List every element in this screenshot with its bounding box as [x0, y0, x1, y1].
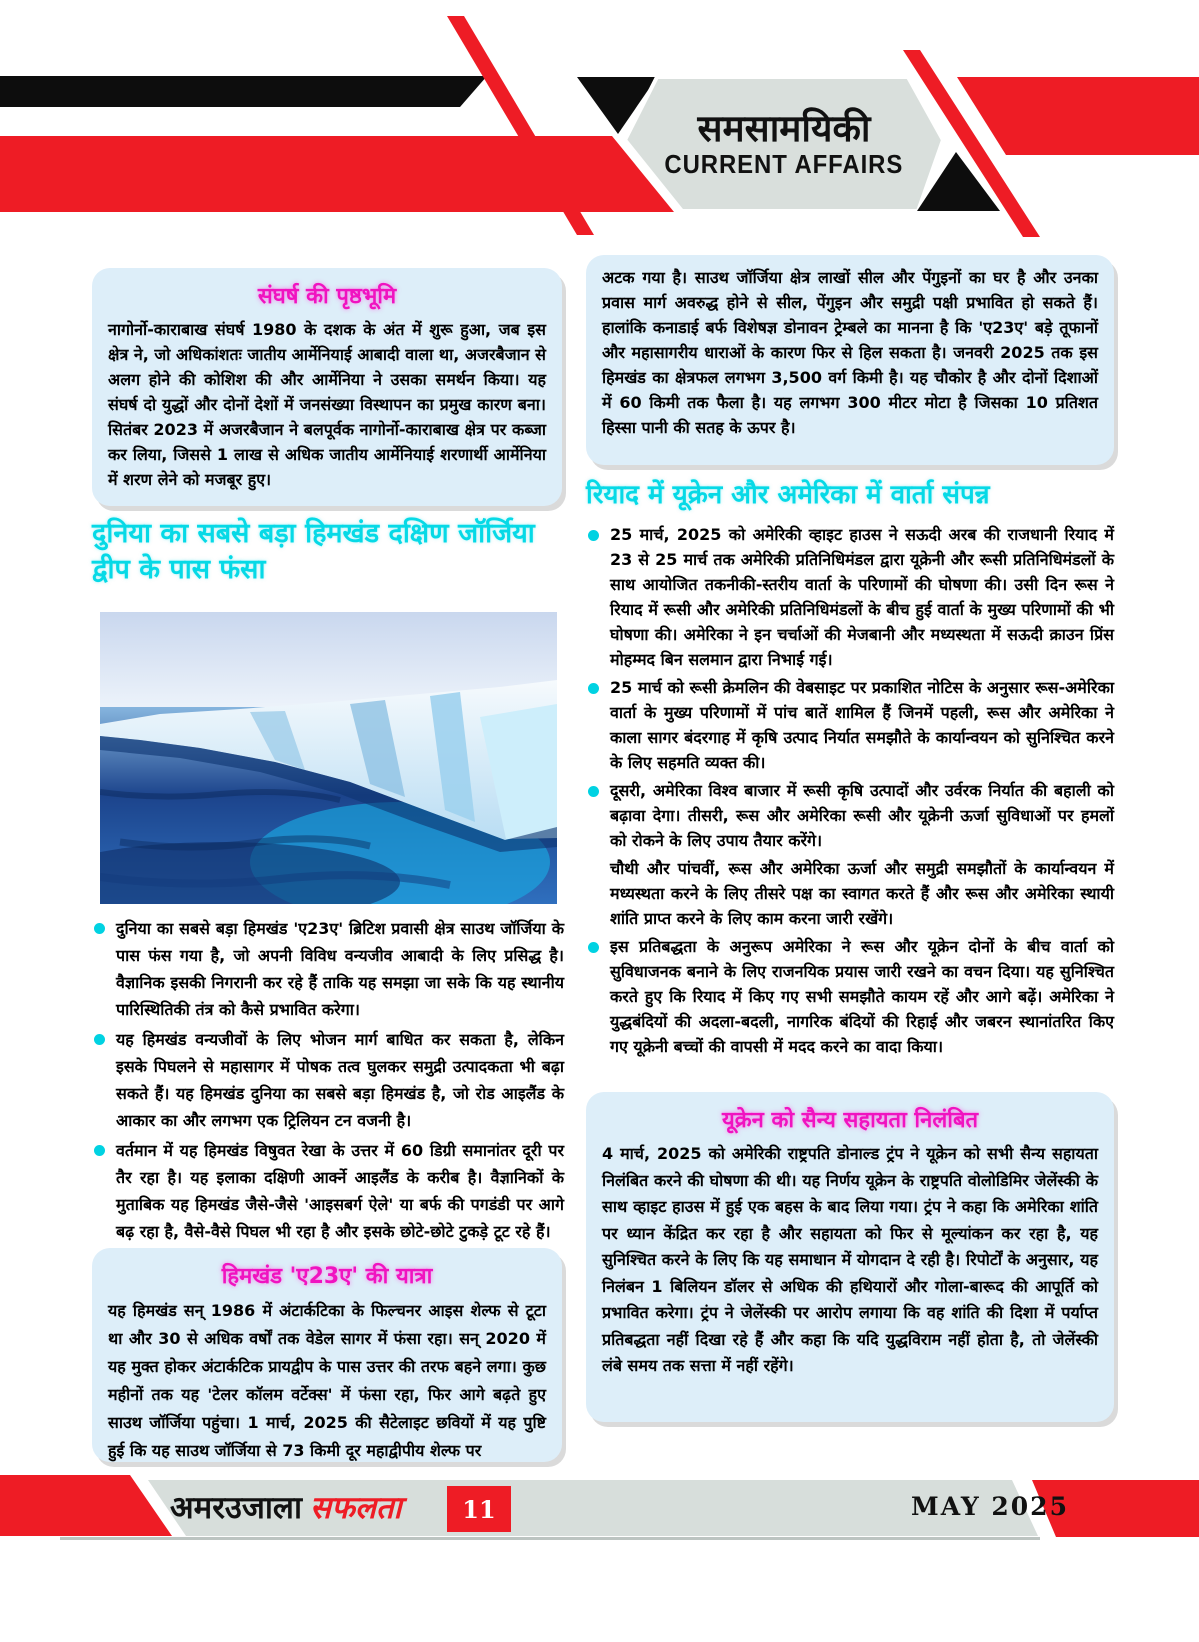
list-item-text: वर्तमान में यह हिमखंड विषुवत रेखा के उत्तर में 60 डिग्री समानांतर दूरी पर तैर रहा है। यह इलाका दक्षिणी आर्क्ने आइलैंड के करीब है। वैज्ञानिकों के मुताबिक यह हिमखंड जैसे-जैसे 'आइसबर्ग ऐले' या बर्फ की पगडंडी पर आगे बढ़ रहा है, वैसे-वैसे पिघल भी रहा है और इसके छोटे-छोटे टुकड़े टूट रहे हैं।: [116, 1141, 564, 1241]
iceberg-photo-graphic: [100, 612, 557, 904]
bullet-icon: [588, 786, 599, 797]
publisher-logo-red: सफलता: [309, 1490, 402, 1526]
military-aid-box-title: यूक्रेन को सैन्य सहायता निलंबित: [721, 1108, 979, 1133]
iceberg-photo: [100, 612, 557, 904]
list-item: [586, 778, 1114, 853]
conflict-background-box: [92, 268, 562, 506]
iceberg-journey-box-title: हिमखंड 'ए23ए' की यात्रा: [221, 1264, 433, 1289]
conflict-background-box-title: संघर्ष की पृष्ठभूमि: [257, 284, 397, 309]
list-item: [586, 934, 1114, 1059]
publisher-logo-black: अमरउजाला: [170, 1490, 302, 1526]
bullet-icon: [94, 923, 105, 934]
bullet-icon: [94, 1034, 105, 1045]
iceberg-continuation-box: [586, 255, 1114, 465]
iceberg-journey-box-body: यह हिमखंड सन् 1986 में अंटार्कटिका के फिल्चनर आइस शेल्फ से टूटा था और 30 से अधिक वर्षों तक वेडेल सागर में फंसा रहा। सन् 2020 में यह मुक्त होकर अंटार्कटिक प्रायद्वीप के पास उत्तर की तरफ बहने लगा। कुछ महीनों तक यह 'टेलर कॉलम वर्टेक्स' में फंसा रहा, फिर आगे बढ़ते हुए साउथ जॉर्जिया पहुंचा। 1 मार्च, 2025 की सैटेलाइट छवियों में यह पुष्टि हुई कि यह साउथ जॉर्जिया से 73 किमी दूर महाद्वीपीय शेल्फ पर: [108, 1301, 546, 1460]
list-item: [586, 522, 1114, 672]
list-item: [92, 1137, 564, 1245]
list-item-text: इस प्रतिबद्धता के अनुरूप अमेरिका ने रूस और यूक्रेन दोनों के बीच वार्ता को सुविधाजनक बनाने के लिए राजनयिक प्रयास जारी रखने का वचन दिया। यह सुनिश्चित करते हुए कि रियाद में किए गए सभी समझौते कायम रहें और आगे बढ़ें। अमेरिका ने युद्धबंदियों की अदला-बदली, नागरिक बंदियों की रिहाई और जबरन स्थानांतरित किए गए यूक्रेनी बच्चों की वापसी में मदद करने का वादा किया।: [610, 937, 1114, 1056]
bullet-icon: [588, 942, 599, 953]
list-item-continuation: [586, 856, 1114, 931]
list-item-text: 25 मार्च, 2025 को अमेरिकी व्हाइट हाउस ने सऊदी अरब की राजधानी रियाद में 23 से 25 मार्च तक अमेरिकी प्रतिनिधिमंडल द्वारा यूक्रेनी और रूसी प्रतिनिधिमंडलों के साथ आयोजित तकनीकी-स्तरीय वार्ता के परिणामों की घोषणा की। उसी दिन रूस ने रियाद में रूसी और अमेरिकी प्रतिनिधिमंडलों के बीच हुई वार्ता के मुख्य परिणामों की भी घोषणा की। अमेरिका ने इन चर्चाओं की मेजबानी और मध्यस्थता में सऊदी क्राउन प्रिंस मोहम्मद बिन सलमान द्वारा निभाई गई।: [610, 525, 1114, 669]
list-item-text: दुनिया का सबसे बड़ा हिमखंड 'ए23ए' ब्रिटिश प्रवासी क्षेत्र साउथ जॉर्जिया के पास फंस गया है, जो अपनी विविध वन्यजीव आबादी के लिए प्रसिद्ध है। वैज्ञानिक इसकी निगरानी कर रहे हैं ताकि यह समझा जा सके कि यह स्थानीय पारिस्थितिकी तंत्र को कैसे प्रभावित करेगा।: [116, 919, 564, 1019]
list-item: [92, 915, 564, 1023]
military-aid-box: [586, 1092, 1114, 1422]
riyadh-talks-heading: रियाद में यूक्रेन और अमेरिका में वार्ता संपन्न: [586, 480, 990, 510]
military-aid-box-body: 4 मार्च, 2025 को अमेरिकी राष्ट्रपति डोनाल्ड ट्रंप ने यूक्रेन को सभी सैन्य सहायता निलंबित करने की घोषणा की थी। यह निर्णय यूक्रेन के राष्ट्रपति वोलोडिमिर जेलेंस्की के साथ व्हाइट हाउस में हुई एक बहस के बाद लिया गया। ट्रंप ने कहा कि अमेरिका शांति पर ध्यान केंद्रित कर रहा है और सहायता को फिर से मूल्यांकन कर रहा है, यह सुनिश्चित करने के लिए कि यह समाधान में योगदान दे रही है। रिपोर्टों के अनुसार, यह निलंबन 1 बिलियन डॉलर से अधिक की हथियारों और गोला-बारूद की आपूर्ति को प्रभावित करेगा। ट्रंप ने जेलेंस्की पर आरोप लगाया कि वह शांति की दिशा में पर्याप्त प्रतिबद्धता नहीं दिखा रहे हैं और कहा कि यदि युद्धविराम नहीं होता है, तो जेलेंस्की लंबे समय तक सत्ता में नहीं रहेंगे।: [602, 1144, 1098, 1375]
issue-date: MAY 2025: [911, 1492, 1069, 1521]
list-item-text: 25 मार्च को रूसी क्रेमलिन की वेबसाइट पर प्रकाशित नोटिस के अनुसार रूस-अमेरिका वार्ता के मुख्य परिणामों में पांच बातें शामिल हैं जिनमें पहली, रूस और अमेरिका ने काला सागर बंदरगाह में कृषि उत्पाद निर्यात समझौते के कार्यान्वयन को सुनिश्चित करने के लिए सहमति व्यक्त की।: [610, 678, 1114, 772]
conflict-background-box-body: नागोर्नो-काराबाख संघर्ष 1980 के दशक के अंत में शुरू हुआ, जब इस क्षेत्र ने, जो अधिकांशतः जातीय आर्मेनियाई आबादी वाला था, अजरबैजान से अलग होने की कोशिश की और आर्मेनिया ने उसका समर्थन किया। यह संघर्ष दो युद्धों और दोनों देशों में जनसंख्या विस्थापन का प्रमुख कारण बना। सितंबर 2023 में अजरबैजान ने बलपूर्वक नागोर्नो-काराबाख क्षेत्र पर कब्जा कर लिया, जिससे 1 लाख से अधिक जातीय आर्मेनियाई शरणार्थी आर्मेनिया में शरण लेने को मजबूर हुए।: [108, 320, 546, 489]
list-item-text: दूसरी, अमेरिका विश्व बाजार में रूसी कृषि उत्पादों और उर्वरक निर्यात की बहाली को बढ़ावा देगा। तीसरी, रूस और अमेरिका रूसी और यूक्रेनी ऊर्जा सुविधाओं पर हमलों को रोकने के लिए उपाय तैयार करेंगे।: [610, 781, 1114, 850]
publisher-logo: [170, 1488, 402, 1528]
iceberg-journey-box: [92, 1248, 562, 1462]
bullet-icon: [94, 1145, 105, 1156]
list-item: [586, 675, 1114, 775]
list-item-text: यह हिमखंड वन्यजीवों के लिए भोजन मार्ग बाधित कर सकता है, लेकिन इसके पिघलने से महासागर में पोषक तत्व घुलकर समुद्री उत्पादकता भी बढ़ा सकते हैं। यह हिमखंड दुनिया का सबसे बड़ा हिमखंड है, जो रोड आइलैंड के आकार का और लगभग एक ट्रिलियन टन वजनी है।: [116, 1030, 564, 1130]
iceberg-continuation-box-body: अटक गया है। साउथ जॉर्जिया क्षेत्र लाखों सील और पेंगुइनों का घर है और उनका प्रवास मार्ग अवरुद्ध होने से सील, पेंगुइन और समुद्री पक्षी प्रभावित हो सकते हैं। हालांकि कनाडाई बर्फ विशेषज्ञ डोनावन ट्रेम्बले का मानना है कि 'ए23ए' बड़े तूफानों और महासागरीय धाराओं के कारण फिर से हिल सकता है। जनवरी 2025 तक इस हिमखंड का क्षेत्रफल लगभग 3,500 वर्ग किमी है। यह चौकोर है और दोनों दिशाओं में 60 किमी तक फैला है। यह लगभग 300 मीटर मोटा है जिसका 10 प्रतिशत हिस्सा पानी की सतह के ऊपर है।: [602, 268, 1098, 437]
bullet-icon: [588, 530, 599, 541]
page-number-badge: 11: [447, 1486, 511, 1532]
page-title-english: CURRENT AFFAIRS: [664, 148, 904, 179]
list-item: [92, 1026, 564, 1134]
iceberg-bullet-list: [92, 915, 564, 1248]
riyadh-talks-bullet-list: [586, 522, 1114, 1062]
page-title-banner: [625, 77, 943, 211]
page-title-hindi: समसामयिकी: [697, 106, 871, 151]
header-ribbon-graphic: [0, 0, 1199, 250]
list-item-text: चौथी और पांचवीं, रूस और अमेरिका ऊर्जा और समुद्री समझौतों के कार्यान्वयन में मध्यस्थता करने के लिए तीसरे पक्ष का स्वागत करते हैं और रूस और अमेरिका स्थायी शांति प्राप्त करने के लिए काम करना जारी रखेंगे।: [610, 859, 1114, 928]
iceberg-article-heading: दुनिया का सबसे बड़ा हिमखंड दक्षिण जॉर्जिया द्वीप के पास फंसा: [92, 518, 535, 586]
bullet-icon: [588, 683, 599, 694]
